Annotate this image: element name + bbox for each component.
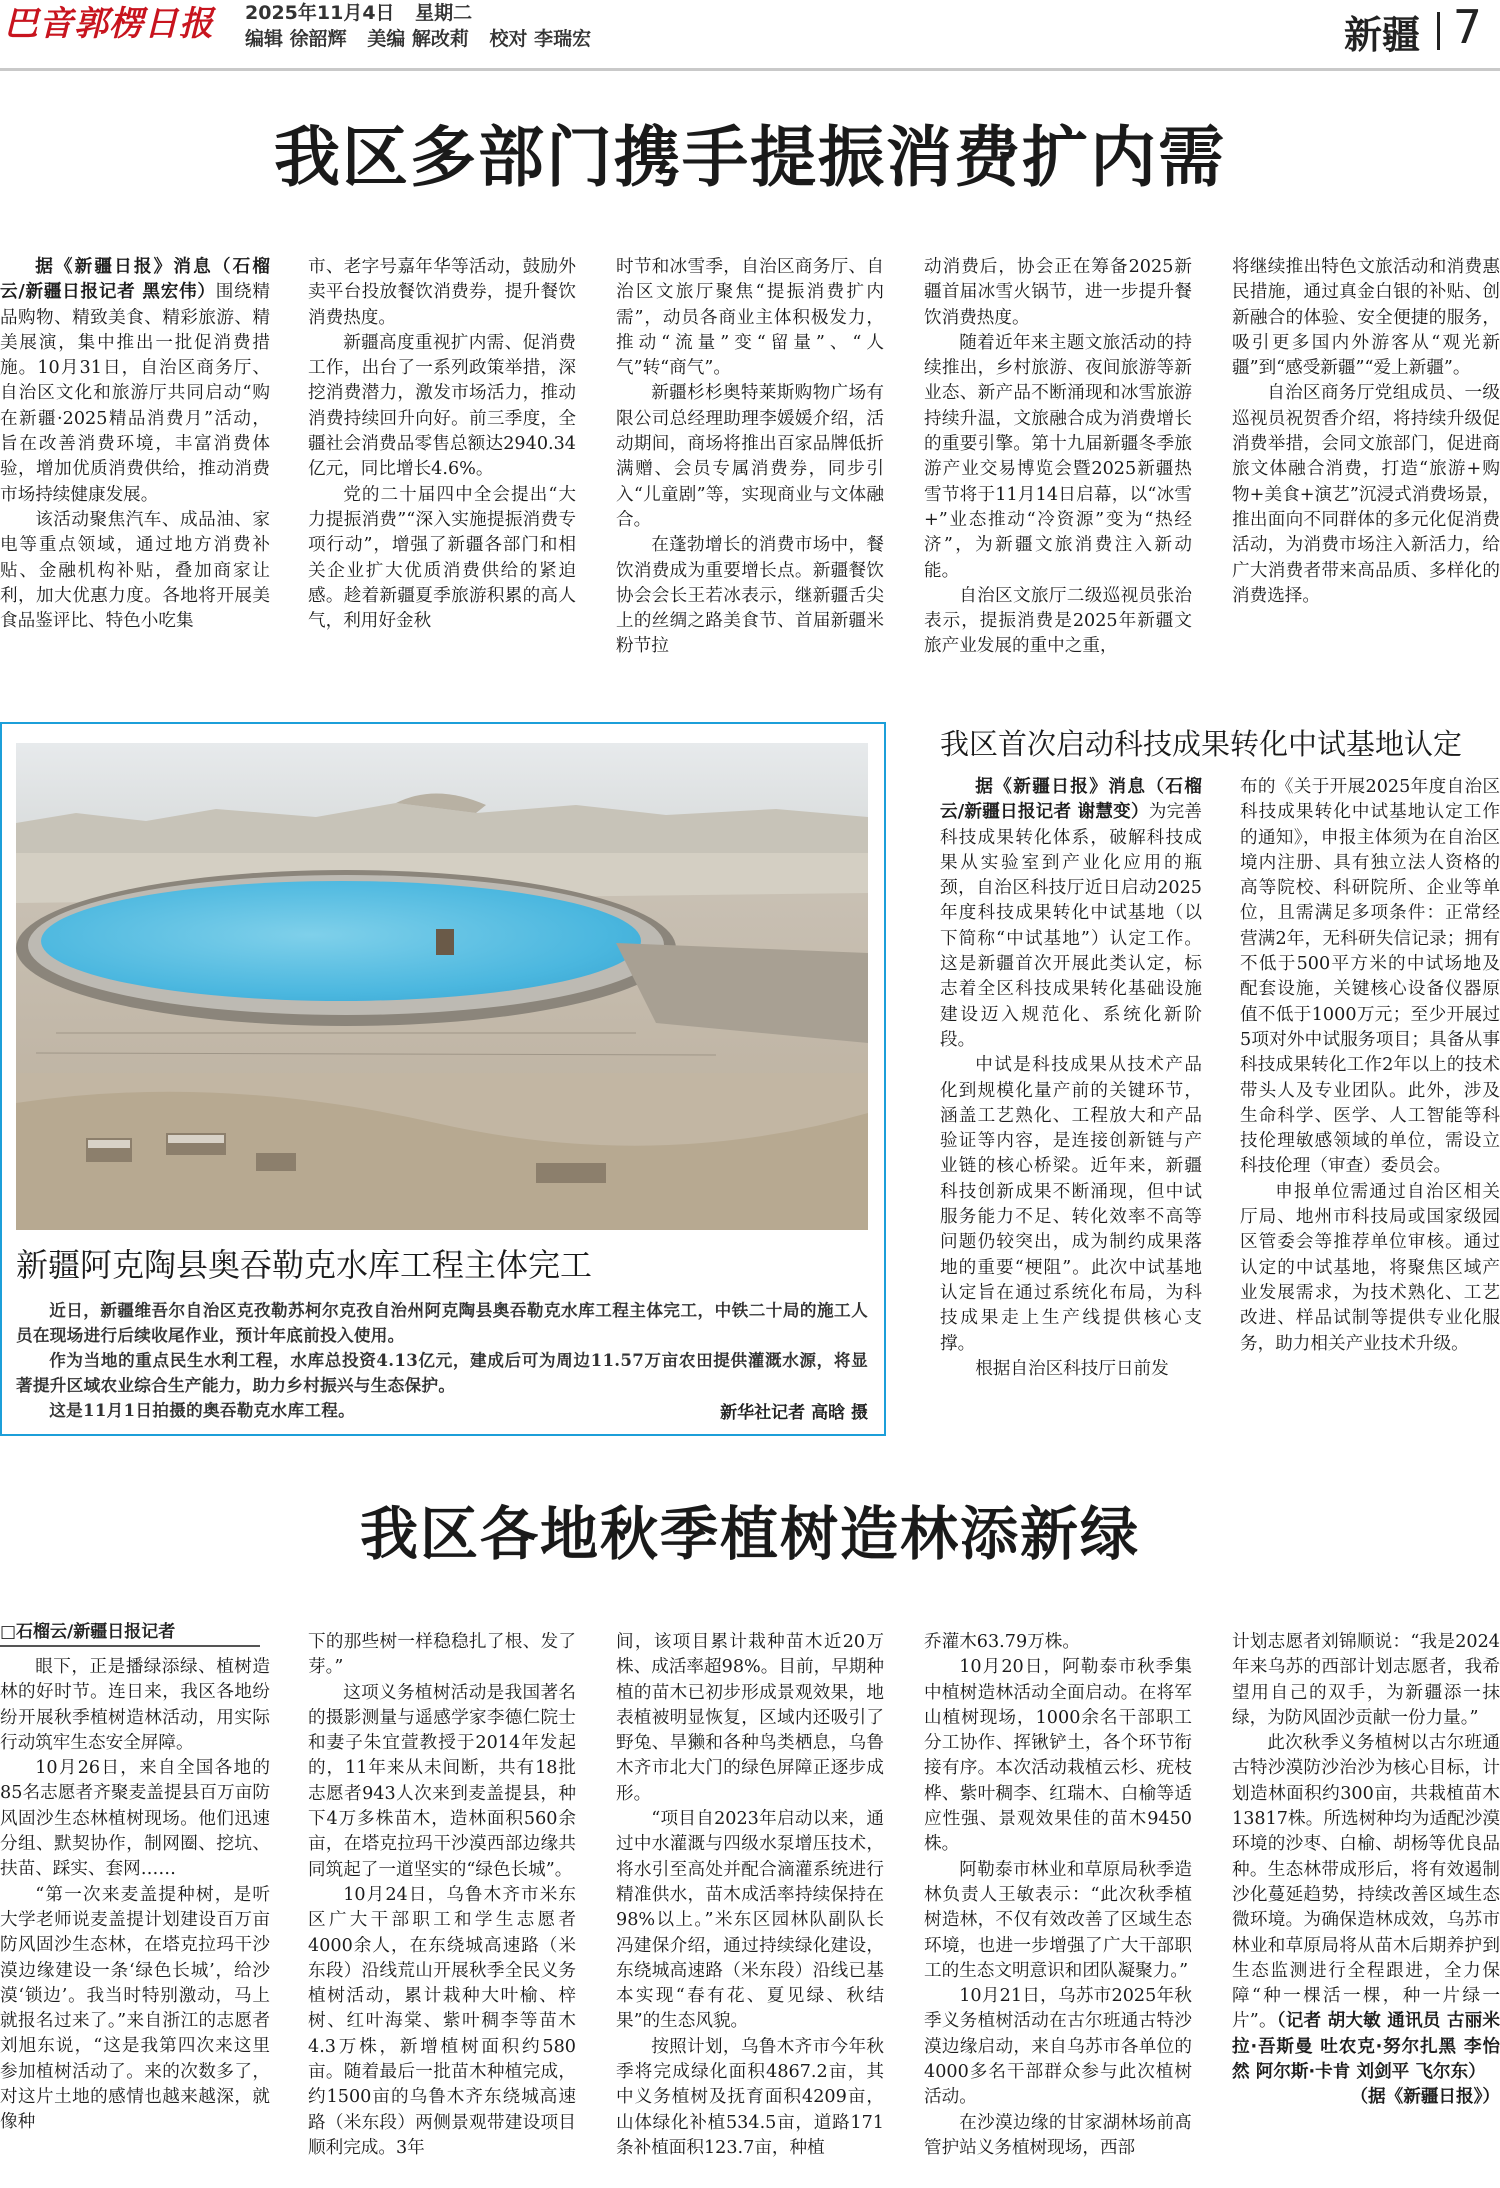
reservoir-photo	[16, 743, 868, 1230]
article3-column-1	[0, 1655, 270, 2188]
article1-paragraph: 市、老字号嘉年华等活动，鼓励外卖平台投放餐饮消费券，提升餐饮消费热度。	[308, 257, 576, 328]
section-name: 新疆	[1343, 13, 1420, 57]
article1-paragraph: 将继续推出特色文旅活动和消费惠民措施，通过真金白银的补贴、创新融合的体验、安全便捷的服务，吸引更多国内外游客从“观光新疆”到“感受新疆”“爱上新疆”。	[1232, 257, 1500, 379]
article1-paragraph: 在蓬勃增长的消费市场中，餐饮消费成为重要增长点。新疆餐饮协会会长王若冰表示，继新疆舌尖上的丝绸之路美食节、首届新疆米粉节拉	[616, 535, 884, 657]
article2-column-1	[940, 775, 1202, 1447]
article1-paragraph: 自治区文旅厅二级巡视员张治表示，提振消费是2025年新疆文旅产业发展的重中之重，	[924, 585, 1192, 657]
photo-credit: 新华社记者 高晗 摄	[720, 1403, 868, 1423]
article1-column-5	[1232, 255, 1500, 673]
article2-paragraph: 根据自治区科技厅日前发	[975, 1358, 1169, 1379]
section-divider	[1437, 12, 1440, 50]
article1-column-4	[924, 255, 1192, 673]
article3-paragraph: 眼下，正是播绿添绿、植树造林的好时节。连日来，我区各地纷纷开展秋季植树造林活动，用实际行动筑牢生态安全屏障。	[0, 1657, 270, 1753]
article1-lead: 据《新疆日报》消息（石榴云/新疆日报记者 黑宏伟）	[0, 257, 270, 303]
issue-weekday: 星期二	[415, 2, 473, 24]
article3-paragraph: “第一次来麦盖提种树，是听大学老师说麦盖提计划建设百万亩防风固沙生态林，在塔克拉玛干沙漠边缘建设一条‘绿色长城’，给沙漠‘锁边’。我当时特别激动，马上就报名过来了。”来自浙江的志愿者刘旭东说，“这是我第四次来这里参加植树活动了。来的次数多了，对这片土地的感情也越来越深，就像种	[0, 1884, 270, 2133]
staff-credits	[245, 24, 605, 51]
article3-paragraph: 这项义务植树活动是我国著名的摄影测量与遥感学家李德仁院士和妻子朱宜萱教授于2014年发起的，11年来从未间断，共有18批志愿者943人次来到麦盖提县，种下4万多株苗木，造林面积560余亩，在塔克拉玛干沙漠西部边缘共同筑起了一道坚实的“绿色长城”。	[308, 1682, 576, 1880]
article3-paragraph: 间，该项目累计栽种苗木近20万株、成活率超98%。目前，早期种植的苗木已初步形成景观效果，地表植被明显恢复，区域内还吸引了野兔、旱獭和各种鸟类栖息，乌鲁木齐市北大门的绿色屏障正逐步成形。	[616, 1632, 884, 1804]
article3-paragraph: 阿勒泰市林业和草原局秋季造林负责人王敏表示：“此次秋季植树造林，不仅有效改善了区域生态环境，也进一步增强了广大干部职工的生态文明意识和团队凝聚力。”	[924, 1859, 1192, 1981]
article1-headline: 我区多部门携手提振消费扩内需	[274, 119, 1226, 196]
article2-paragraph: 据《新疆日报》消息（石榴云/新疆日报记者 谢慧变）为完善科技成果转化体系，破解科技成果从实验室到产业化应用的瓶颈，自治区科技厅近日启动2025年度科技成果转化中试基地（以下简称“中试基地”）认定工作。这是新疆首次开展此类认定，标志着全区科技成果转化基础设施建设迈入规范化、系统化新阶段。	[940, 777, 1202, 1050]
article3-paragraph: 计划志愿者刘锦顺说：“我是2024年来乌苏的西部计划志愿者，我希望用自己的双手，为新疆添一抹绿，为防风固沙贡献一份力量。”	[1232, 1632, 1500, 1728]
article3-byline: □石榴云/新疆日报记者	[0, 1622, 176, 1642]
article1-paragraph: 据《新疆日报》消息（石榴云/新疆日报记者 黑宏伟）围绕精品购物、精致美食、精彩旅游、精美展演，集中推出一批促消费措施。10月31日，自治区商务厅、自治区文化和旅游厅共同启动“购在新疆·2025精品消费月”活动，旨在改善消费环境，丰富消费体验，增加优质消费供给，推动消费市场持续健康发展。	[0, 257, 270, 505]
article3-column-4	[924, 1630, 1192, 2188]
art-editor-credit: 美编 解改莉	[367, 28, 469, 50]
article1-paragraph: 新疆高度重视扩内需、促消费工作，出台了一系列政策举措，深挖消费潜力，激发市场活力，推动消费持续回升向好。前三季度，全疆社会消费品零售总额达2940.34亿元，同比增长4.6%。	[308, 332, 576, 480]
article2-lead: 据《新疆日报》消息（石榴云/新疆日报记者 谢慧变）	[940, 777, 1202, 823]
article3-paragraph: 10月26日，来自全国各地的85名志愿者齐聚麦盖提县百万亩防风固沙生态林植树现场。他们迅速分组、默契协作，制网圈、挖坑、扶苗、踩实、套网……	[0, 1758, 270, 1880]
issue-date-line	[245, 0, 486, 25]
article3-paragraph: 此次秋季义务植树以古尔班通古特沙漠防沙治沙为核心目标，计划造林面积约300亩，共栽植苗木13817株。所选树种均为适配沙漠环境的沙枣、白榆、胡杨等优良品种。生态林带成形后，将有效遏制沙化蔓延趋势，持续改善区域生态微环境。为确保造林成效，乌苏市林业和草原局将从苗木后期养护到生态监测进行全程跟进，全力保障“种一棵活一棵，种一片绿一片”。（记者 胡大敏 通讯员 古丽米拉·吾斯曼 吐农克·努尔扎黑 李怡然 阿尔斯·卡肯 刘剑平 飞尔东）	[1232, 1733, 1500, 2083]
article3-headline: 我区各地秋季植树造林添新绿	[359, 1500, 1140, 1568]
masthead-rule	[0, 68, 1500, 71]
article1-paragraph: 动消费后，协会正在筹备2025新疆首届冰雪火锅节，进一步提升餐饮消费热度。	[924, 257, 1192, 328]
article3-column-3	[616, 1630, 884, 2188]
article3-paragraph: 10月20日，阿勒泰市秋季集中植树造林活动全面启动。在将军山植树现场，1000余名干部职工分工协作、挥锹铲土，各个环节衔接有序。本次活动栽植云杉、疣枝桦、紫叶稠李、红瑞木、白榆等适应性强、景观效果佳的苗木9450株。	[924, 1657, 1192, 1855]
newspaper-logo: 巴音郭楞日报	[4, 4, 214, 44]
article3-signoff: （记者 胡大敏 通讯员 古丽米拉·吾斯曼 吐农克·努尔扎黑 李怡然 阿尔斯·卡肯 刘剑平 飞尔东）	[1232, 2011, 1500, 2083]
article1-column-3	[616, 255, 884, 673]
article1-paragraph: 党的二十届四中全会提出“大力提振消费”“深入实施提振消费专项行动”，增强了新疆各部门和相关企业扩大优质消费供给的紧迫感。趁着新疆夏季旅游积累的高人气，利用好金秋	[308, 484, 576, 632]
photo-caption-paragraph: 作为当地的重点民生水利工程，水库总投资4.13亿元，建成后可为周边11.57万亩农田提供灌溉水源，将显著提升区域农业综合生产能力，助力乡村振兴与生态保护。	[16, 1350, 868, 1395]
byline-underline	[0, 1645, 260, 1647]
article3-paragraph: 在沙漠边缘的甘家湖林场前髙管护站义务植树现场，西部	[924, 2112, 1192, 2158]
article3-source: （据《新疆日报》）	[1350, 2087, 1500, 2108]
article2-paragraph: 中试是科技成果从技术产品化到规模化量产前的关键环节，涵盖工艺熟化、工程放大和产品验证等内容，是连接创新链与产业链的核心桥梁。近年来，新疆科技创新成果不断涌现，但中试服务能力不足、转化效率不高等问题仍较突出，成为制约成果落地的重要“梗阻”。此次中试基地认定旨在通过系统化布局，为科技成果走上生产线提供核心支撑。	[940, 1055, 1202, 1354]
article1-paragraph: 时节和冰雪季，自治区商务厅、自治区文旅厅聚焦“提振消费扩内需”，动员各商业主体积极发力，推动“流量”变“留量”、“人气”转“商气”。	[616, 257, 884, 379]
photo-caption-paragraph: 近日，新疆维吾尔自治区克孜勒苏柯尔克孜自治州阿克陶县奥吞勒克水库工程主体完工，中铁二十局的施工人员在现场进行后续收尾作业，预计年底前投入使用。	[16, 1300, 868, 1345]
article1-paragraph: 该活动聚焦汽车、成品油、家电等重点领域，通过地方消费补贴、金融机构补贴，叠加商家让利，加大优惠力度。各地将开展美食品鉴评比、特色小吃集	[0, 509, 270, 632]
article3-column-2	[308, 1630, 576, 2188]
article3-paragraph: “项目自2023年启动以来，通过中水灌溉与四级水泵增压技术，将水引至高处并配合滴灌系统进行精准供水，苗木成活率持续保持在98%以上。”米东区园林队副队长冯建保介绍，通过持续绿化建设，东绕城高速路（米东段）沿线已基本实现“春有花、夏见绿、秋结果”的生态风貌。	[616, 1809, 884, 2032]
article3-column-5	[1232, 1630, 1500, 2188]
photo-caption-paragraph: 这是11月1日拍摄的奥吞勒克水库工程。	[49, 1400, 356, 1420]
article1-paragraph: 自治区商务厅党组成员、一级巡视员祝贺香介绍，将持续升级促消费举措，会同文旅部门，促进商旅文体融合消费，打造“旅游+购物+美食+演艺”沉浸式消费场景，推出面向不同群体的多元化促消费活动，为消费市场注入新活力，给广大消费者带来高品质、多样化的消费选择。	[1232, 383, 1500, 606]
article3-paragraph: 10月24日，乌鲁木齐市米东区广大干部职工和学生志愿者4000余人，在东绕城高速路（米东段）沿线荒山开展秋季全民义务植树活动，累计栽种大叶榆、梓树、红叶海棠、紫叶稠李等苗木4.3万株，新增植树面积约580亩。随着最后一批苗木种植完成，约1500亩的乌鲁木齐东绕城高速路（米东段）两侧景观带建设项目顺利完成。3年	[308, 1884, 576, 2158]
article3-paragraph: 下的那些树一样稳稳扎了根、发了芽。”	[308, 1632, 576, 1678]
article2-paragraph: 申报单位需通过自治区相关厅局、地州市科技局或国家级园区管委会等推荐单位审核。通过认定的中试基地，将聚焦区域产业发展需求，为技术熟化、工艺改进、样品试制等提供专业化服务，助力相关产业技术升级。	[1240, 1181, 1500, 1354]
article1-column-1	[0, 255, 270, 673]
article3-paragraph: 按照计划，乌鲁木齐市今年秋季将完成绿化面积4867.2亩，其中义务植树及抚育面积4209亩，山体绿化补植534.5亩，道路171条补植面积123.7亩，种植	[616, 2036, 884, 2158]
page-number: 7	[1452, 0, 1482, 54]
article3-paragraph: 乔灌木63.79万株。	[924, 1632, 1080, 1652]
editor-credit: 编辑 徐韶辉	[245, 28, 347, 50]
article1-paragraph: 新疆杉杉奥特莱斯购物广场有限公司总经理助理李媛媛介绍，活动期间，商场将推出百家品牌低折满赠、会员专属消费券，同步引入“儿童剧”等，实现商业与文体融合。	[616, 383, 884, 530]
issue-date: 2025年11月4日	[245, 2, 395, 24]
proofreader-credit: 校对 李瑞宏	[489, 28, 592, 50]
article1-column-2	[308, 255, 576, 673]
article2-headline: 我区首次启动科技成果转化中试基地认定	[940, 727, 1463, 761]
article3-paragraph: 10月21日，乌苏市2025年秋季义务植树活动在古尔班通古特沙漠边缘启动，来自乌苏市各单位的4000多名干部群众参与此次植树活动。	[924, 1986, 1192, 2108]
article2-paragraph: 布的《关于开展2025年度自治区科技成果转化中试基地认定工作的通知》，申报主体须为在自治区境内注册、具有独立法人资格的高等院校、科研院所、企业等单位，且需满足多项条件：正常经营满2年，无科研失信记录；拥有不低于500平方米的中试场地及配套设施，关键核心设备仪器原值不低于1000万元；至少开展过5项对外中试服务项目；具备从事科技成果转化工作2年以上的技术带头人及专业团队。此外，涉及生命科学、医学、人工智能等科技伦理敏感领域的单位，需设立科技伦理（审查）委员会。	[1240, 777, 1500, 1177]
article1-paragraph: 随着近年来主题文旅活动的持续推出，乡村旅游、夜间旅游等新业态、新产品不断涌现和冰雪旅游持续升温，文旅融合成为消费增长的重要引擎。第十九届新疆冬季旅游产业交易博览会暨2025新疆热雪节将于11月14日启幕，以“冰雪+”业态推动“冷资源”变为“热经济”，为新疆文旅消费注入新动能。	[924, 332, 1192, 581]
article2-column-2	[1240, 775, 1500, 1447]
photo-title: 新疆阿克陶县奥吞勒克水库工程主体完工	[16, 1246, 593, 1284]
